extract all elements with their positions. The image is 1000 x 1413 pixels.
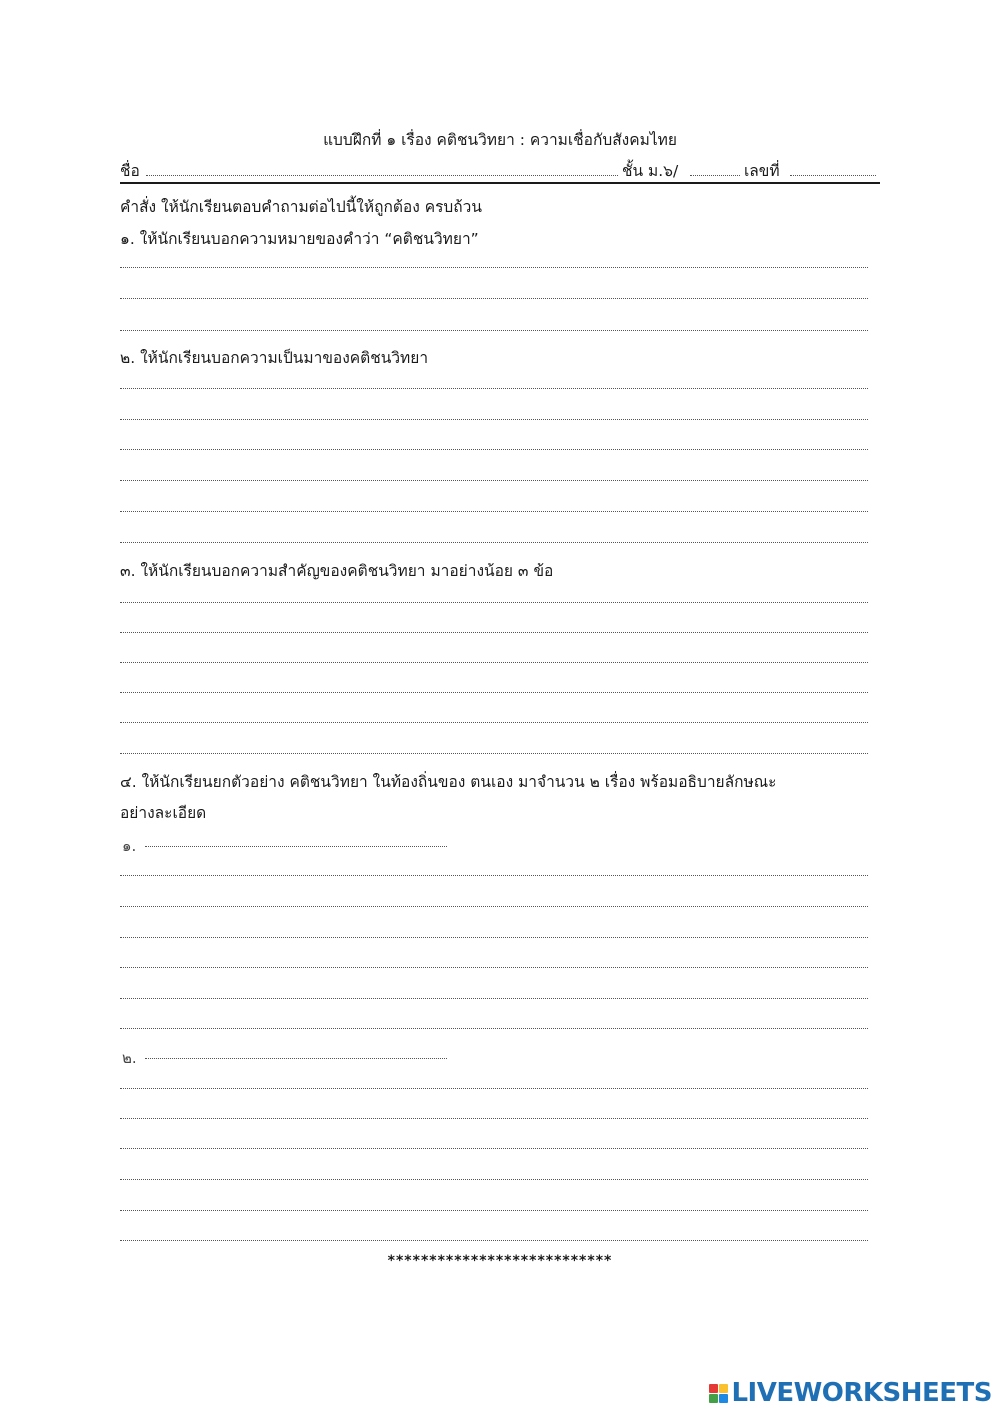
answer-line[interactable] [120, 1088, 868, 1089]
answer-line[interactable] [120, 1210, 868, 1211]
question-4-line-1: ๔. ให้นักเรียนยกตัวอย่าง คติชนวิทยา ในท้องถิ่นของ ตนเอง มาจำนวน ๒ เรื่อง พร้อมอธิบายลักษณะ [120, 773, 777, 791]
answer-line[interactable] [120, 602, 868, 603]
answer-line[interactable] [120, 511, 868, 512]
answer-line[interactable] [120, 1118, 868, 1119]
answer-line[interactable] [120, 875, 868, 876]
question-3: ๓. ให้นักเรียนบอกความสำคัญของคติชนวิทยา มาอย่างน้อย ๓ ข้อ [120, 562, 554, 580]
answer-line[interactable] [120, 937, 868, 938]
answer-line[interactable] [120, 998, 868, 999]
answer-line[interactable] [120, 449, 868, 450]
worksheet-title: แบบฝึกที่ ๑ เรื่อง คติชนวิทยา : ความเชื่อกับสังคมไทย [323, 131, 677, 149]
brand-name: LIVEWORKSHEETS [731, 1378, 992, 1408]
question-4-line-2: อย่างละเอียด [120, 804, 207, 822]
answer-line[interactable] [120, 267, 868, 268]
answer-line[interactable] [120, 330, 868, 331]
class-label: ชั้น ม.๖/ [622, 162, 679, 180]
end-marker: *************************** [387, 1253, 613, 1269]
answer-line[interactable] [120, 722, 868, 723]
liveworksheets-brand[interactable] [709, 1378, 992, 1408]
answer-line[interactable] [120, 388, 868, 389]
brand-logo-icon [709, 1384, 728, 1403]
name-label: ชื่อ [120, 162, 140, 180]
sub-item-1-number: ๑. [122, 837, 137, 855]
sub-item-2-title-field[interactable] [145, 1058, 447, 1059]
sub-item-2-number: ๒. [122, 1049, 137, 1067]
number-label: เลขที่ [744, 162, 780, 180]
answer-line[interactable] [120, 298, 868, 299]
answer-line[interactable] [120, 419, 868, 420]
answer-line[interactable] [120, 480, 868, 481]
answer-line[interactable] [120, 662, 868, 663]
instructions: คำสั่ง ให้นักเรียนตอบคำถามต่อไปนี้ให้ถูกต้อง ครบถ้วน [120, 198, 482, 216]
answer-line[interactable] [120, 1148, 868, 1149]
question-2: ๒. ให้นักเรียนบอกความเป็นมาของคติชนวิทยา [120, 349, 429, 367]
answer-line[interactable] [120, 906, 868, 907]
answer-line[interactable] [120, 1240, 868, 1241]
answer-line[interactable] [120, 1028, 868, 1029]
answer-line[interactable] [120, 542, 868, 543]
answer-line[interactable] [120, 1179, 868, 1180]
sub-item-1-title-field[interactable] [145, 846, 447, 847]
question-1: ๑. ให้นักเรียนบอกความหมายของคำว่า “คติชนวิทยา” [120, 230, 479, 248]
answer-line[interactable] [120, 692, 868, 693]
answer-line[interactable] [120, 967, 868, 968]
name-field[interactable] [146, 175, 618, 176]
answer-line[interactable] [120, 753, 868, 754]
class-field[interactable] [690, 175, 740, 176]
number-field[interactable] [790, 175, 876, 176]
answer-line[interactable] [120, 632, 868, 633]
header-rule [120, 182, 880, 184]
